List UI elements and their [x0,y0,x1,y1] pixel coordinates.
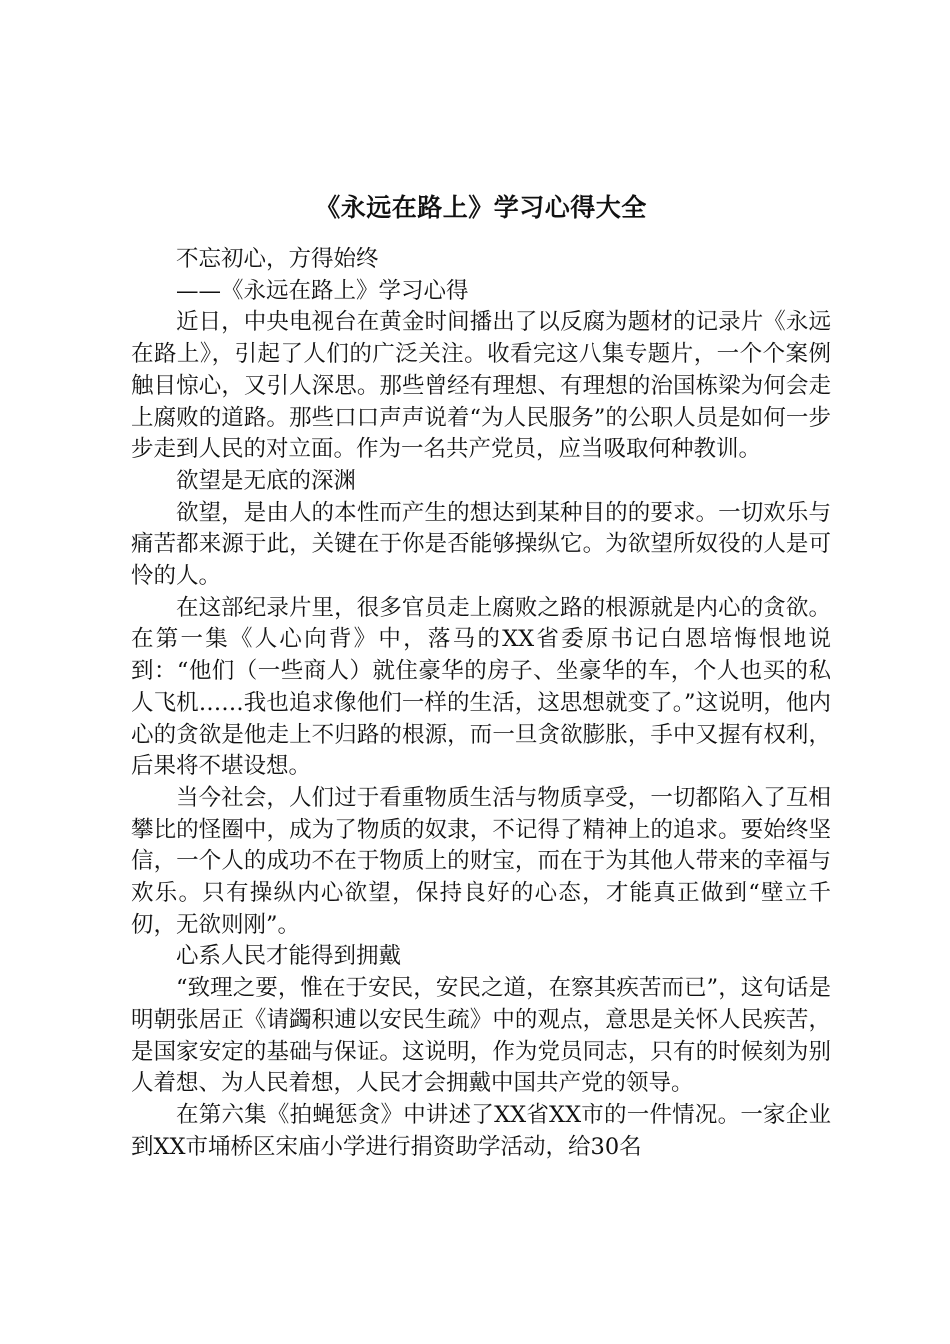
body-paragraph: 在这部纪录片里，很多官员走上腐败之路的根源就是内心的贪欲。在第一集《人心向背》中，落马的XX省委原书记白恩培悔恨地说到：“他们（一些商人）就住豪华的房子、坐豪华的车，个人也买的私人飞机……我也追求像他们一样的生活，这思想就变了。”这说明，他内心的贪欲是他走上不归路的根源，而一旦贪欲膨胀，手中又握有权利，后果将不堪设想。 [131,594,831,780]
subtitle-dash-line: ——《永远在路上》学习心得 [176,277,469,304]
body-paragraph: “致理之要，惟在于安民，安民之道，在察其疾苦而已”，这句话是明朝张居正《请蠲积逋以安民生疏》中的观点，意思是关怀人民疾苦，是国家安定的基础与保证。这说明，作为党员同志，只有的时候刻为别人着想、为人民着想，人民才会拥戴中国共产党的领导。 [131,975,831,1097]
body-paragraph: 在第六集《拍蝇惩贪》中讲述了XX省XX市的一件情况。一家企业到XX市埇桥区宋庙小学进行捐资助学活动，给30名 [131,1101,831,1160]
document-title: 《永远在路上》学习心得大全 [315,193,647,222]
subtitle-line: 不忘初心，方得始终 [176,246,379,272]
body-paragraph: 当今社会，人们过于看重物质生活与物质享受，一切都陷入了互相攀比的怪圈中，成为了物质的奴隶，不记得了精神上的追求。要始终坚信，一个人的成功不在于物质上的财宝，而在于为其他人带来的幸福与欢乐。只有操纵内心欲望，保持良好的心态，才能真正做到“壁立千仞，无欲则刚”。 [131,784,831,938]
body-paragraph: 欲望，是由人的本性而产生的想达到某种目的的要求。一切欢乐与痛苦都来源于此，关键在于你是否能够操纵它。为欲望所奴役的人是可怜的人。 [131,499,831,590]
body-paragraph: 近日，中央电视台在黄金时间播出了以反腐为题材的记录片《永远在路上》，引起了人们的广泛关注。收看完这八集专题片，一个个案例触目惊心，又引人深思。那些曾经有理想、有理想的治国栋梁为何会走上腐败的道路。那些口口声声说着“为人民服务”的公职人员是如何一步步走到人民的对立面。作为一名共产党员，应当吸取何种教训。 [131,309,831,463]
section-heading: 欲望是无底的深渊 [176,467,357,494]
section-heading: 心系人民才能得到拥戴 [176,943,402,970]
document-body [131,188,831,1163]
